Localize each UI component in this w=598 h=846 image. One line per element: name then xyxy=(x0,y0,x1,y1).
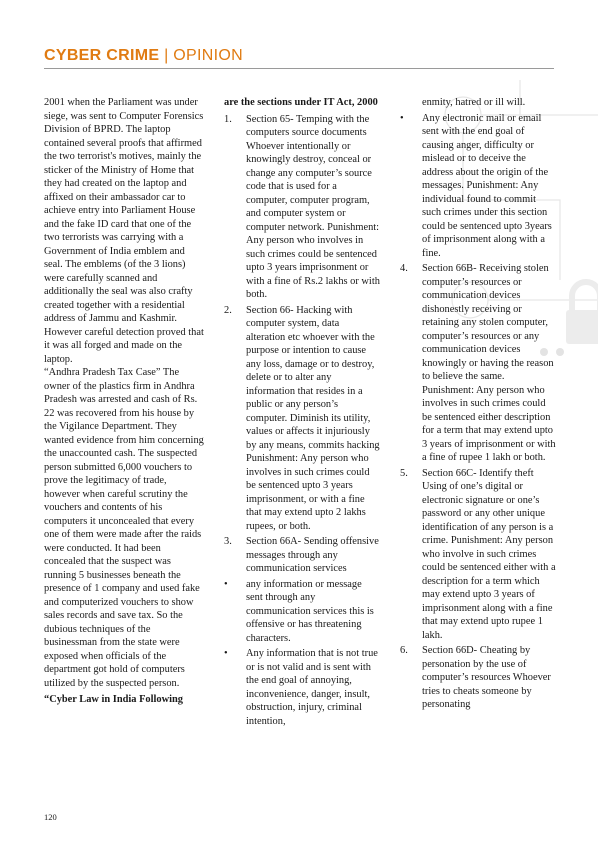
column-2 xyxy=(224,96,380,730)
column-3 xyxy=(400,96,556,714)
header-divider xyxy=(44,68,554,69)
list-item-text: Section 66B- Receiving stolen computer’s resources or communication devices dishonestly receiving or retaining any stolen computer, computer’s resources or any communication devices knowingly or having the reason to believe the same. Punishment: Any person who involves in such crimes could be sentenced either description for a term that may extend upto 3 years of imprisonment or with a fine of rupee 1 lakh or both. xyxy=(422,263,556,463)
list-item-text: Any information that is not true or is not valid and is sent with the end goal of annoying, inconvenience, danger, insult, obstruction, injury, criminal intention, xyxy=(246,648,378,727)
list-item-text: any information or message sent through any communication services this is offensive or has threatening characters. xyxy=(246,578,374,644)
column-1 xyxy=(44,96,204,707)
section-heading: “Cyber Law in India Following xyxy=(44,694,183,705)
list-item xyxy=(400,467,556,643)
paragraph-andhra-tax-case: “Andhra Pradesh Tax Case” The owner of the plastics firm in Andhra Pradesh was arrested and cash of Rs. 22 was recovered from his house by the Vigilance Department. They wanted evidence from him concerning the unaccounted cash. The suspected person submitted 6,000 vouchers to prove the legitimacy of trade, however when careful scrutiny the vouchers and contents of his computers it unconcealed that every one of them were made after the raids were conducted. It had been concealed that the suspect was running 5 businesses beneath the presence of 1 company and used fake and computerized vouchers to show sales records and save tax. So the dubious techniques of the businessman from the state were exposed when officials of the department got hold of computers utilized by the suspected person. xyxy=(44,367,204,689)
list-marker: 4. xyxy=(400,263,408,274)
list-bullet: • xyxy=(224,578,228,590)
list-item xyxy=(224,113,380,302)
list-item xyxy=(224,578,380,646)
list-item xyxy=(224,304,380,534)
list-marker: 3. xyxy=(224,536,232,547)
list-item-text: Section 65- Temping with the computers source documents Whoever intentionally or knowingly destroy, conceal or change any computer’s source code that is used for a computer, computer program, and computer system or computer network. Punishment: Any person who involves in such crimes could be sentenced upto 3 years imprisonment or with a fine of Rs.2 lakhs or with both. xyxy=(246,113,380,300)
list-item-text: Section 66C- Identify theft Using of one’s digital or electronic signature or one’s password or any other unique identification of any person is a crime. Punishment: Any person who involve in such crimes could be sentenced either with a description for a term which may extend upto 3 years of imprisonment along with a fine that may extend upto rupee 1 lakh. xyxy=(422,467,556,641)
list-item xyxy=(224,535,380,576)
list-item xyxy=(224,647,380,728)
list-item-text: Section 66- Hacking with computer system, data alteration etc whoever with the purpose or intention to cause any loss, damage or to destroy, delete or to alter any information that resides in a public or any person’s computer. Diminish its utility, values or affects it injuriously by any means, commits hacking Punishment: Any person who involves in such crimes could be sentenced upto 3 years imprisonment, or with a fine that may extend upto 2 lakhs rupees, or both. xyxy=(246,304,380,532)
list-item-text: Section 66D- Cheating by personation by the use of computer’s resources Whoever tries to cheats someone by personating xyxy=(422,645,551,710)
list-bullet: • xyxy=(400,112,404,124)
list-marker: 2. xyxy=(224,304,232,316)
list-marker: 5. xyxy=(400,467,408,479)
header-topic: OPINION xyxy=(173,47,243,64)
list-item xyxy=(400,262,556,465)
list-item xyxy=(400,112,556,261)
list-marker: 6. xyxy=(400,645,408,656)
list-bullet: • xyxy=(224,648,228,659)
paragraph-parliament-case: 2001 when the Parliament was under siege, was sent to Computer Forensics Division of BPRD. The laptop contained several proofs that affirmed the two terrorist's motives, mainly the sticker of the Ministry of Home that they had created on the laptop and affixed on their ambassador car to achieve entry into Parliament House and the fake ID card that one of the two terrorists was carrying with a Government of India emblem and seal. The emblems (of the 3 lions) were carefully scanned and additionally the seal was also crafty created together with a residential address of Jammu and Kashmir. However careful detection proved that it was all forged and made on the laptop. xyxy=(44,97,204,365)
continued-text: enmity, hatred or ill will. xyxy=(422,97,526,108)
list-marker: 1. xyxy=(224,113,232,125)
padlock-icon xyxy=(566,282,598,344)
list-item-text: Section 66A- Sending offensive messages through any communication services xyxy=(246,536,379,574)
header-section: CYBER CRIME xyxy=(44,47,160,64)
list-item-text: Any electronic mail or email sent with the end goal of causing anger, difficulty or mislead or to deceive the address about the origin of the messages. Punishment: Any individual found to commit such crimes under this section could be sentenced upto 3years of imprisonment along with a fine. xyxy=(422,112,552,259)
page-number: 120 xyxy=(44,812,57,822)
page-header xyxy=(44,47,243,65)
section-heading-continued: are the sections under IT Act, 2000 xyxy=(224,97,378,108)
list-item xyxy=(400,644,556,712)
header-separator: | xyxy=(164,47,169,64)
